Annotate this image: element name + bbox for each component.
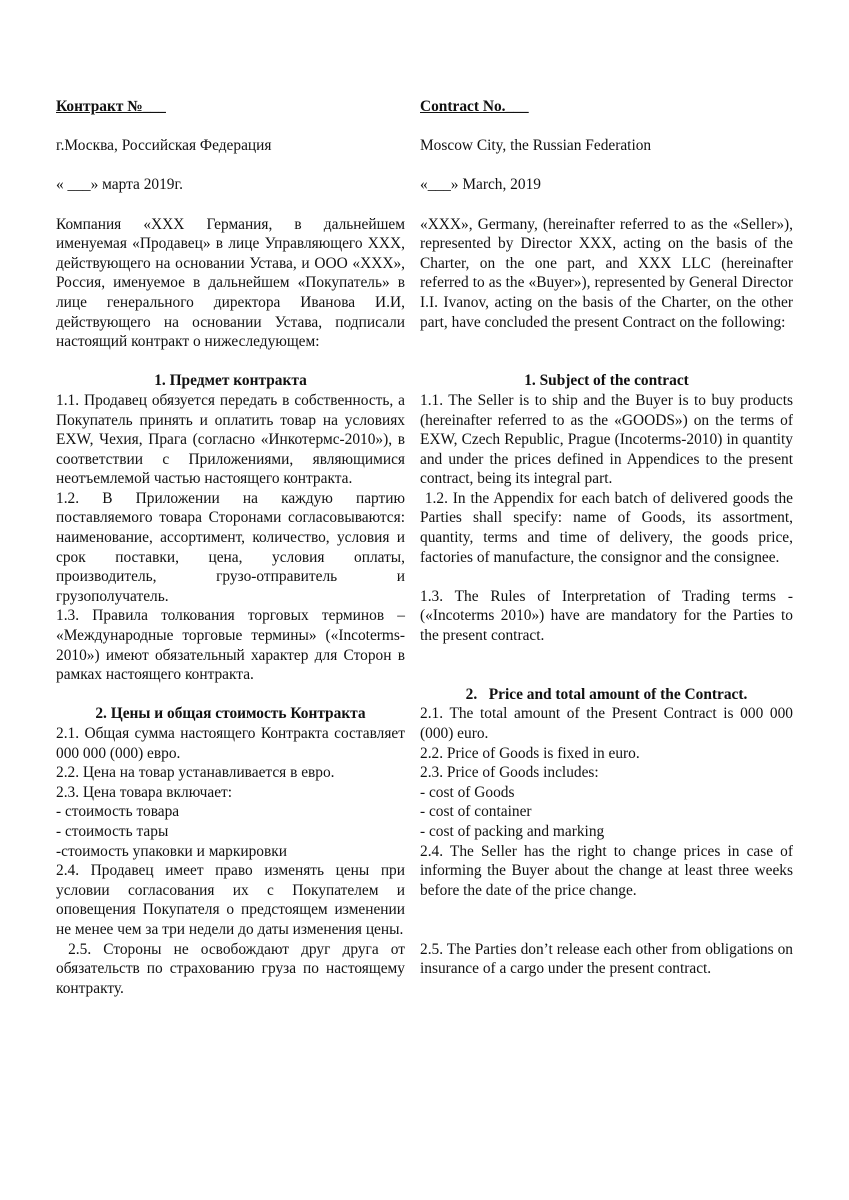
clause-1-1-ru: 1.1. Продавец обязуется передать в собственность, а Покупатель принять и оплатить товар на условиях EXW, Чехия, Прага (согласно «Инкотермс-2010»), в соответствии с Приложениями, являющимися неотъемлемой частью настоящего контракта.: [56, 391, 405, 488]
clause-1-2-en: 1.2. In the Appendix for each batch of delivered goods the Parties shall specify: name of Goods, its assortment, quantity, terms and time of delivery, the goods price, factories of manufacture, the consignor and the consignee.: [420, 489, 797, 566]
clause-2-3b-en: - cost of container: [420, 803, 532, 821]
section1-heading-en: 1. Subject of the contract: [524, 372, 689, 390]
clause-2-3c-ru: -стоимость упаковки и маркировки: [56, 842, 287, 860]
place-en: Moscow City, the Russian Federation: [420, 137, 652, 155]
place-ru: г.Москва, Российская Федерация: [56, 137, 272, 155]
section2-heading-en: 2. Price and total amount of the Contract.: [465, 685, 748, 703]
contract-title-en: Contract No.___: [420, 98, 529, 115]
clause-2-1-ru: 2.1. Общая сумма настоящего Контракта составляет 000 000 (000) евро.: [56, 725, 405, 762]
intro-ru: Компания «ХХХ Германия, в дальнейшем именуемая «Продавец» в лице Управляющего ХХХ, действующего на основании Устава, и ООО «ХХХ», Россия, именуемое в дальнейшем «Покупатель» в лице генерального директора Иванова И.И, действующего на основании Устава, подписали настоящий контракт о нижеследующем:: [56, 215, 405, 351]
date-en: «___» March, 2019: [420, 176, 541, 194]
english-column: [420, 97, 797, 979]
section1-heading-ru: 1. Предмет контракта: [154, 372, 307, 390]
clause-2-2-en: 2.2. Price of Goods is fixed in euro.: [420, 744, 640, 762]
clause-2-4-en: 2.4. The Seller has the right to change prices in case of informing the Buyer about the change at least three weeks before the date of the price change.: [420, 842, 793, 899]
clause-2-3a-en: - cost of Goods: [420, 783, 515, 801]
clause-2-2-ru: 2.2. Цена на товар устанавливается в евро.: [56, 764, 335, 782]
intro-en: «XXX», Germany, (hereinafter referred to as the «Seller»), represented by Director XXX, acting on the basis of the Charter, on the one part, and XXX LLC (hereinafter referred to as the «Buyer»), represented by General Director I.I. Ivanov, acting on the basis of the Charter, on the other part, have concluded the present Contract on the following:: [420, 215, 793, 331]
clause-2-5-ru: 2.5. Стороны не освобождают друг друга от обязательств по страхованию груза по настоящему контракту.: [56, 940, 409, 997]
clause-2-3-ru: 2.3. Цена товара включает:: [56, 783, 233, 801]
date-ru: « ___» марта 2019г.: [56, 176, 183, 194]
contract-title-ru: Контракт №___: [56, 98, 166, 115]
section2-heading-ru: 2. Цены и общая стоимость Контракта: [95, 705, 366, 723]
clause-2-3c-en: - cost of packing and marking: [420, 822, 605, 840]
clause-2-4-ru: 2.4. Продавец имеет право изменять цены при условии согласования их с Покупателем и оповещения Покупателя о предстоящем изменении не менее чем за три недели до даты изменения цены.: [56, 862, 405, 938]
russian-column: [56, 97, 409, 998]
clause-1-2-ru: 1.2. В Приложении на каждую партию поставляемого товара Сторонами согласовываются: наименование, ассортимент, количество, условия и срок поставки, цена, условия оплаты, производитель, грузо-отправитель и грузополучатель.: [56, 489, 405, 605]
clause-1-1-en: 1.1. The Seller is to ship and the Buyer is to buy products (hereinafter referred to as the «GOODS») on the terms of EXW, Czech Republic, Prague (Incoterms-2010) in quantity and under the prices defined in Appendices to the present contract, being its integral part.: [420, 391, 793, 488]
clause-1-3-en: 1.3. The Rules of Interpretation of Trading terms - («Incoterms 2010») have are mandatory for the Parties to the present contract.: [420, 587, 793, 645]
clause-2-5-en: 2.5. The Parties don’t release each other from obligations on insurance of a cargo under the present contract.: [420, 940, 793, 978]
clause-1-3-ru: 1.3. Правила толкования торговых терминов – «Международные торговые термины» («Incoterms-2010») имеют обязательный характер для Сторон в рамках настоящего контракта.: [56, 607, 405, 684]
clause-2-3a-ru: - стоимость товара: [56, 803, 180, 821]
clause-2-3b-ru: - стоимость тары: [56, 822, 169, 840]
clause-2-3-en: 2.3. Price of Goods includes:: [420, 764, 599, 782]
clause-2-1-en: 2.1. The total amount of the Present Contract is 000 000 (000) euro.: [420, 705, 793, 742]
